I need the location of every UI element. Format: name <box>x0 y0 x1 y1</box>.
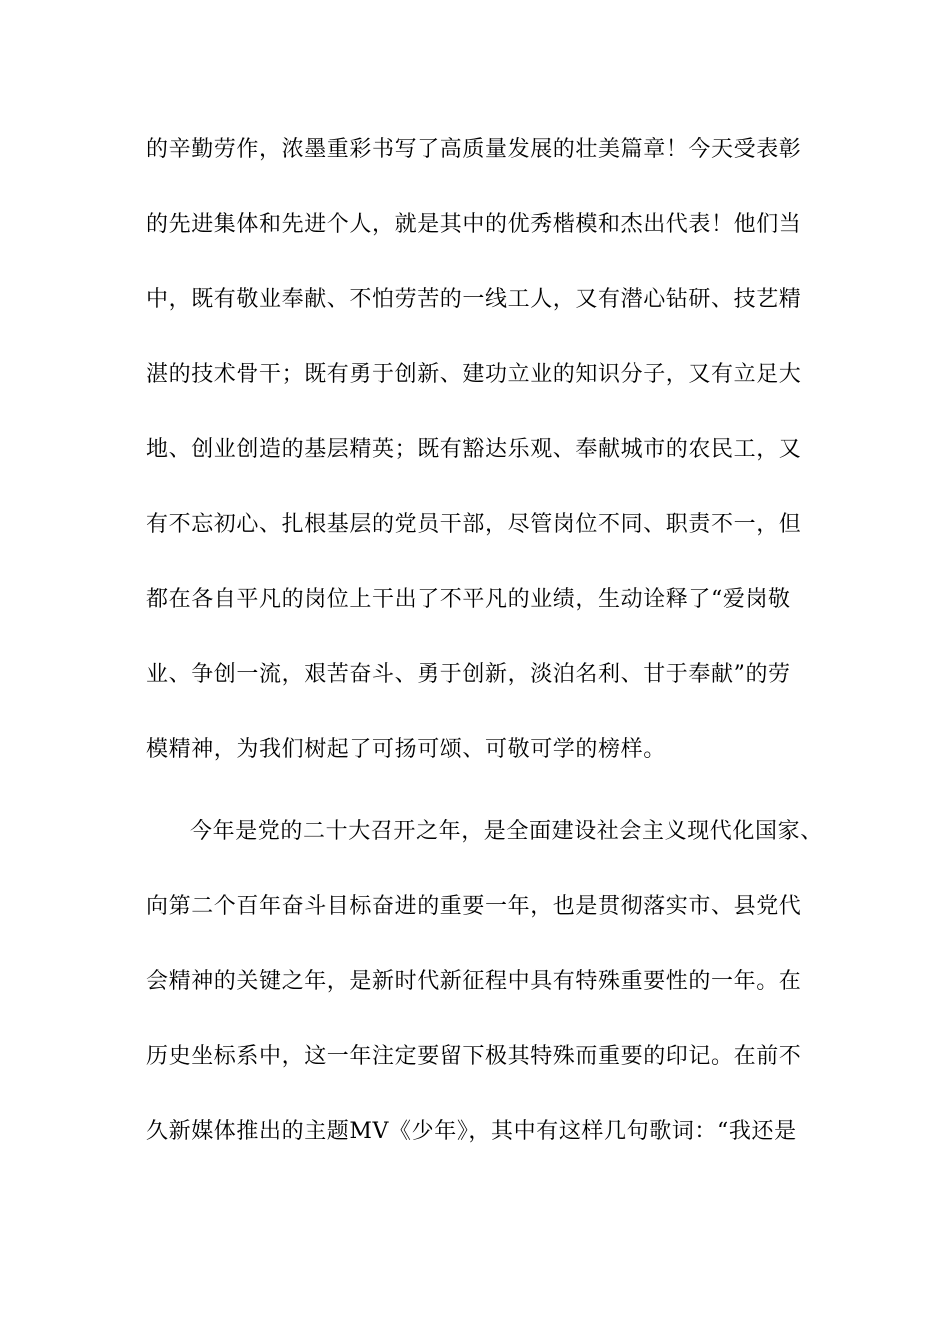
paragraph-1-line-4: 湛的技术骨干；既有勇于创新、建功立业的知识分子，又有立足大 <box>146 362 802 387</box>
paragraph-2-line-1: 今年是党的二十大召开之年，是全面建设社会主义现代化国家、 <box>190 819 823 844</box>
paragraph-1-line-1: 的辛勤劳作，浓墨重彩书写了高质量发展的壮美篇章！今天受表彰 <box>146 137 802 162</box>
paragraph-1-line-2: 的先进集体和先进个人，就是其中的优秀楷模和杰出代表！他们当 <box>146 212 802 237</box>
paragraph-1-line-9: 模精神，为我们树起了可扬可颂、可敬可学的榜样。 <box>146 737 666 762</box>
paragraph-1-line-7: 都在各自平凡的岗位上干出了不平凡的业绩，生动诠释了“爱岗敬 <box>146 587 791 612</box>
paragraph-2-line-5: 久新媒体推出的主题MV《少年》，其中有这样几句歌词：“我还是 <box>146 1119 797 1144</box>
paragraph-1-line-6: 有不忘初心、扎根基层的党员干部，尽管岗位不同、职责不一，但 <box>146 512 802 537</box>
paragraph-2-line-4: 历史坐标系中，这一年注定要留下极其特殊而重要的印记。在前不 <box>146 1044 802 1069</box>
paragraph-2-line-2: 向第二个百年奋斗目标奋进的重要一年，也是贯彻落实市、县党代 <box>146 894 802 919</box>
paragraph-1-line-5: 地、创业创造的基层精英；既有豁达乐观、奉献城市的农民工，又 <box>146 437 802 462</box>
paragraph-1-line-3: 中，既有敬业奉献、不怕劳苦的一线工人，又有潜心钻研、技艺精 <box>146 287 802 312</box>
paragraph-1-line-8: 业、争创一流，艰苦奋斗、勇于创新，淡泊名利、甘于奉献”的劳 <box>146 662 791 687</box>
paragraph-2-line-3: 会精神的关键之年，是新时代新征程中具有特殊重要性的一年。在 <box>146 969 802 994</box>
